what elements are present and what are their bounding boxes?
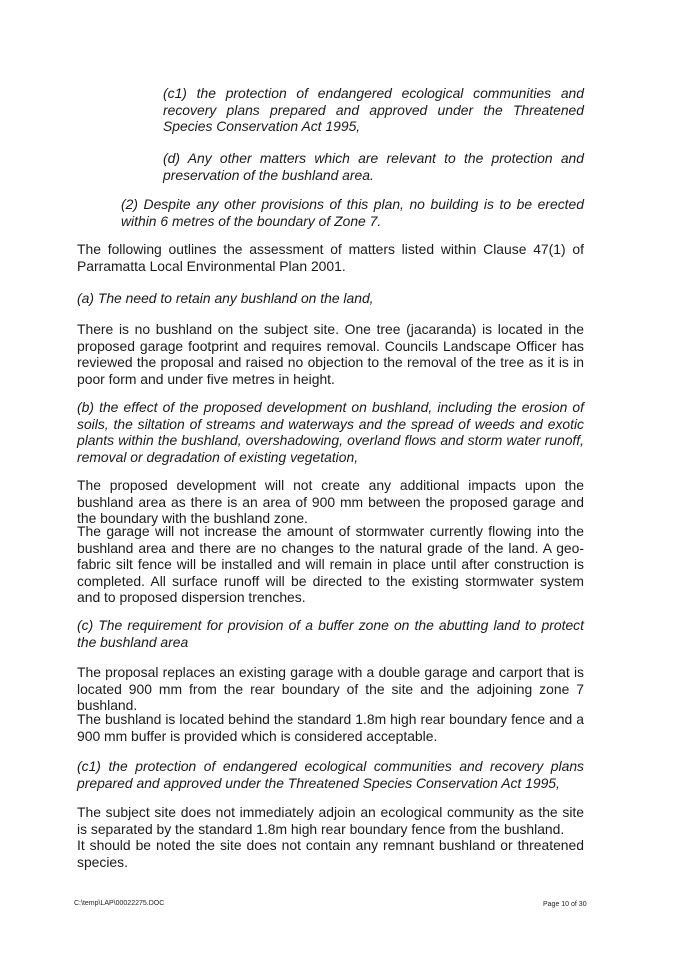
heading-a: (a) The need to retain any bushland on the land,: [77, 290, 374, 306]
footer-file-path: C:\temp\LAP\00022275.DOC: [74, 900, 165, 907]
quoted-clause-d: (d) Any other matters which are relevant to the protection and preservation of the bushland area.: [163, 150, 584, 183]
quoted-clause-c1: (c1) the protection of endangered ecological communities and recovery plans prepared and approved under the Threatened Species Conservation Act 1995,: [163, 85, 584, 135]
paragraph-c-1: The proposal replaces an existing garage with a double garage and carport that is located 900 mm from the rear boundary of the site and the adjoining zone 7 bushland.: [77, 664, 584, 714]
intro-paragraph: The following outlines the assessment of matters listed within Clause 47(1) of Parramatta Local Environmental Plan 2001.: [77, 241, 584, 274]
paragraph-c1-2: It should be noted the site does not contain any remnant bushland or threatened species.: [77, 837, 584, 870]
quoted-clause-2: (2) Despite any other provisions of this plan, no building is to be erected within 6 metres of the boundary of Zone 7.: [121, 196, 584, 229]
heading-c1: (c1) the protection of endangered ecological communities and recovery plans prepared and approved under the Threatened Species Conservation Act 1995,: [77, 758, 584, 791]
paragraph-b-2: The garage will not increase the amount of stormwater currently flowing into the bushland area and there are no changes to the natural grade of the land. A geo-fabric silt fence will be installed and will remain in place until after construction is completed. All surface runoff will be directed to the existing stormwater system and to proposed dispersion trenches.: [77, 523, 584, 606]
paragraph-c-2: The bushland is located behind the standard 1.8m high rear boundary fence and a 900 mm buffer is provided which is considered acceptable.: [77, 711, 584, 744]
paragraph-c1-1: The subject site does not immediately adjoin an ecological community as the site is separated by the standard 1.8m high rear boundary fence from the bushland.: [77, 804, 584, 837]
heading-b: (b) the effect of the proposed development on bushland, including the erosion of soils, the siltation of streams and waterways and the spread of weeds and exotic plants within the bushland, overshadowing, overland flows and storm water runoff, removal or degradation of existing vegetation,: [77, 399, 584, 465]
heading-c: (c) The requirement for provision of a buffer zone on the abutting land to protect the bushland area: [77, 617, 584, 650]
paragraph-a: There is no bushland on the subject site. One tree (jacaranda) is located in the proposed garage footprint and requires removal. Councils Landscape Officer has reviewed the proposal and raised no objection to the removal of the tree as it is in poor form and under five metres in height.: [77, 321, 584, 387]
paragraph-b-1: The proposed development will not create any additional impacts upon the bushland area as there is an area of 900 mm between the proposed garage and the boundary with the bushland zone.: [77, 477, 584, 527]
footer-page-number: Page 10 of 30: [543, 901, 587, 908]
